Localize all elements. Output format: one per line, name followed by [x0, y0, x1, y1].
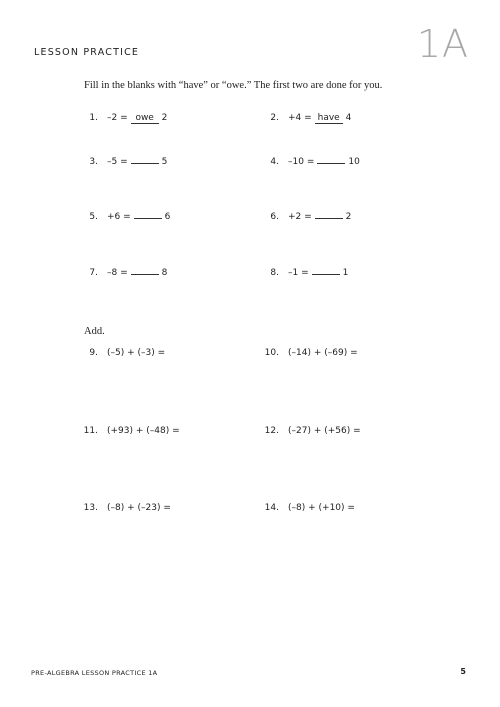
problem-right: 2 — [345, 212, 352, 222]
lesson-code: 1A — [416, 22, 469, 66]
problem-number: 5. — [89, 212, 98, 222]
problem-1 — [78, 113, 167, 124]
footer-course: PRE-ALGEBRA LESSON PRACTICE 1A — [31, 669, 158, 677]
instructions-fill-blanks: Fill in the blanks with “have” or “owe.” The first two are done for you. — [84, 80, 383, 91]
problem-11 — [78, 426, 180, 436]
problem-4 — [259, 157, 360, 167]
section-label: LESSON PRACTICE — [34, 47, 140, 58]
problem-expression: (–8) + (–23) = — [107, 503, 171, 513]
problem-expression: (–14) + (–69) = — [288, 348, 358, 358]
problem-left: –8 = — [107, 268, 128, 278]
problem-left: +6 = — [107, 212, 131, 222]
problem-13 — [78, 503, 171, 513]
problem-5 — [78, 212, 170, 222]
problem-number: 6. — [270, 212, 279, 222]
problem-number: 4. — [270, 157, 279, 167]
problem-14 — [259, 503, 355, 513]
problem-left: –10 = — [288, 157, 315, 167]
problem-12 — [259, 426, 361, 436]
problem-right: 4 — [345, 113, 352, 123]
problem-10 — [259, 348, 358, 358]
problem-left: –5 = — [107, 157, 128, 167]
problem-expression: (–8) + (+10) = — [288, 503, 355, 513]
answer-blank[interactable] — [131, 274, 159, 275]
problem-number: 12. — [264, 426, 279, 436]
problem-number: 9. — [89, 348, 98, 358]
problem-6 — [259, 212, 351, 222]
problem-left: –2 = — [107, 113, 128, 123]
answer-blank[interactable]: owe — [131, 114, 159, 124]
problem-8 — [259, 268, 348, 278]
problem-number: 14. — [264, 503, 279, 513]
problem-7 — [78, 268, 167, 278]
problem-left: +2 = — [288, 212, 312, 222]
problem-right: 1 — [342, 268, 349, 278]
problem-expression: (–5) + (–3) = — [107, 348, 166, 358]
problem-number: 8. — [270, 268, 279, 278]
problem-left: –1 = — [288, 268, 309, 278]
answer-blank[interactable] — [312, 274, 340, 275]
answer-blank[interactable] — [315, 218, 343, 219]
problem-expression: (+93) + (–48) = — [107, 426, 180, 436]
problem-left: +4 = — [288, 113, 312, 123]
problem-right: 2 — [161, 113, 168, 123]
instructions-add: Add. — [84, 326, 105, 337]
answer-blank[interactable] — [131, 163, 159, 164]
problem-right: 5 — [161, 157, 168, 167]
problem-number: 10. — [264, 348, 279, 358]
answer-blank[interactable] — [134, 218, 162, 219]
problem-number: 3. — [89, 157, 98, 167]
answer-blank[interactable] — [317, 163, 345, 164]
problem-right: 10 — [348, 157, 360, 167]
problem-right: 6 — [164, 212, 171, 222]
problem-number: 1. — [89, 113, 98, 123]
problem-3 — [78, 157, 167, 167]
problem-number: 7. — [89, 268, 98, 278]
answer-blank[interactable]: have — [315, 114, 343, 124]
page-number: 5 — [460, 667, 466, 676]
problem-number: 2. — [270, 113, 279, 123]
problem-number: 13. — [83, 503, 98, 513]
problem-9 — [78, 348, 165, 358]
problem-right: 8 — [161, 268, 168, 278]
problem-number: 11. — [83, 426, 98, 436]
problem-2 — [259, 113, 351, 124]
problem-expression: (–27) + (+56) = — [288, 426, 361, 436]
